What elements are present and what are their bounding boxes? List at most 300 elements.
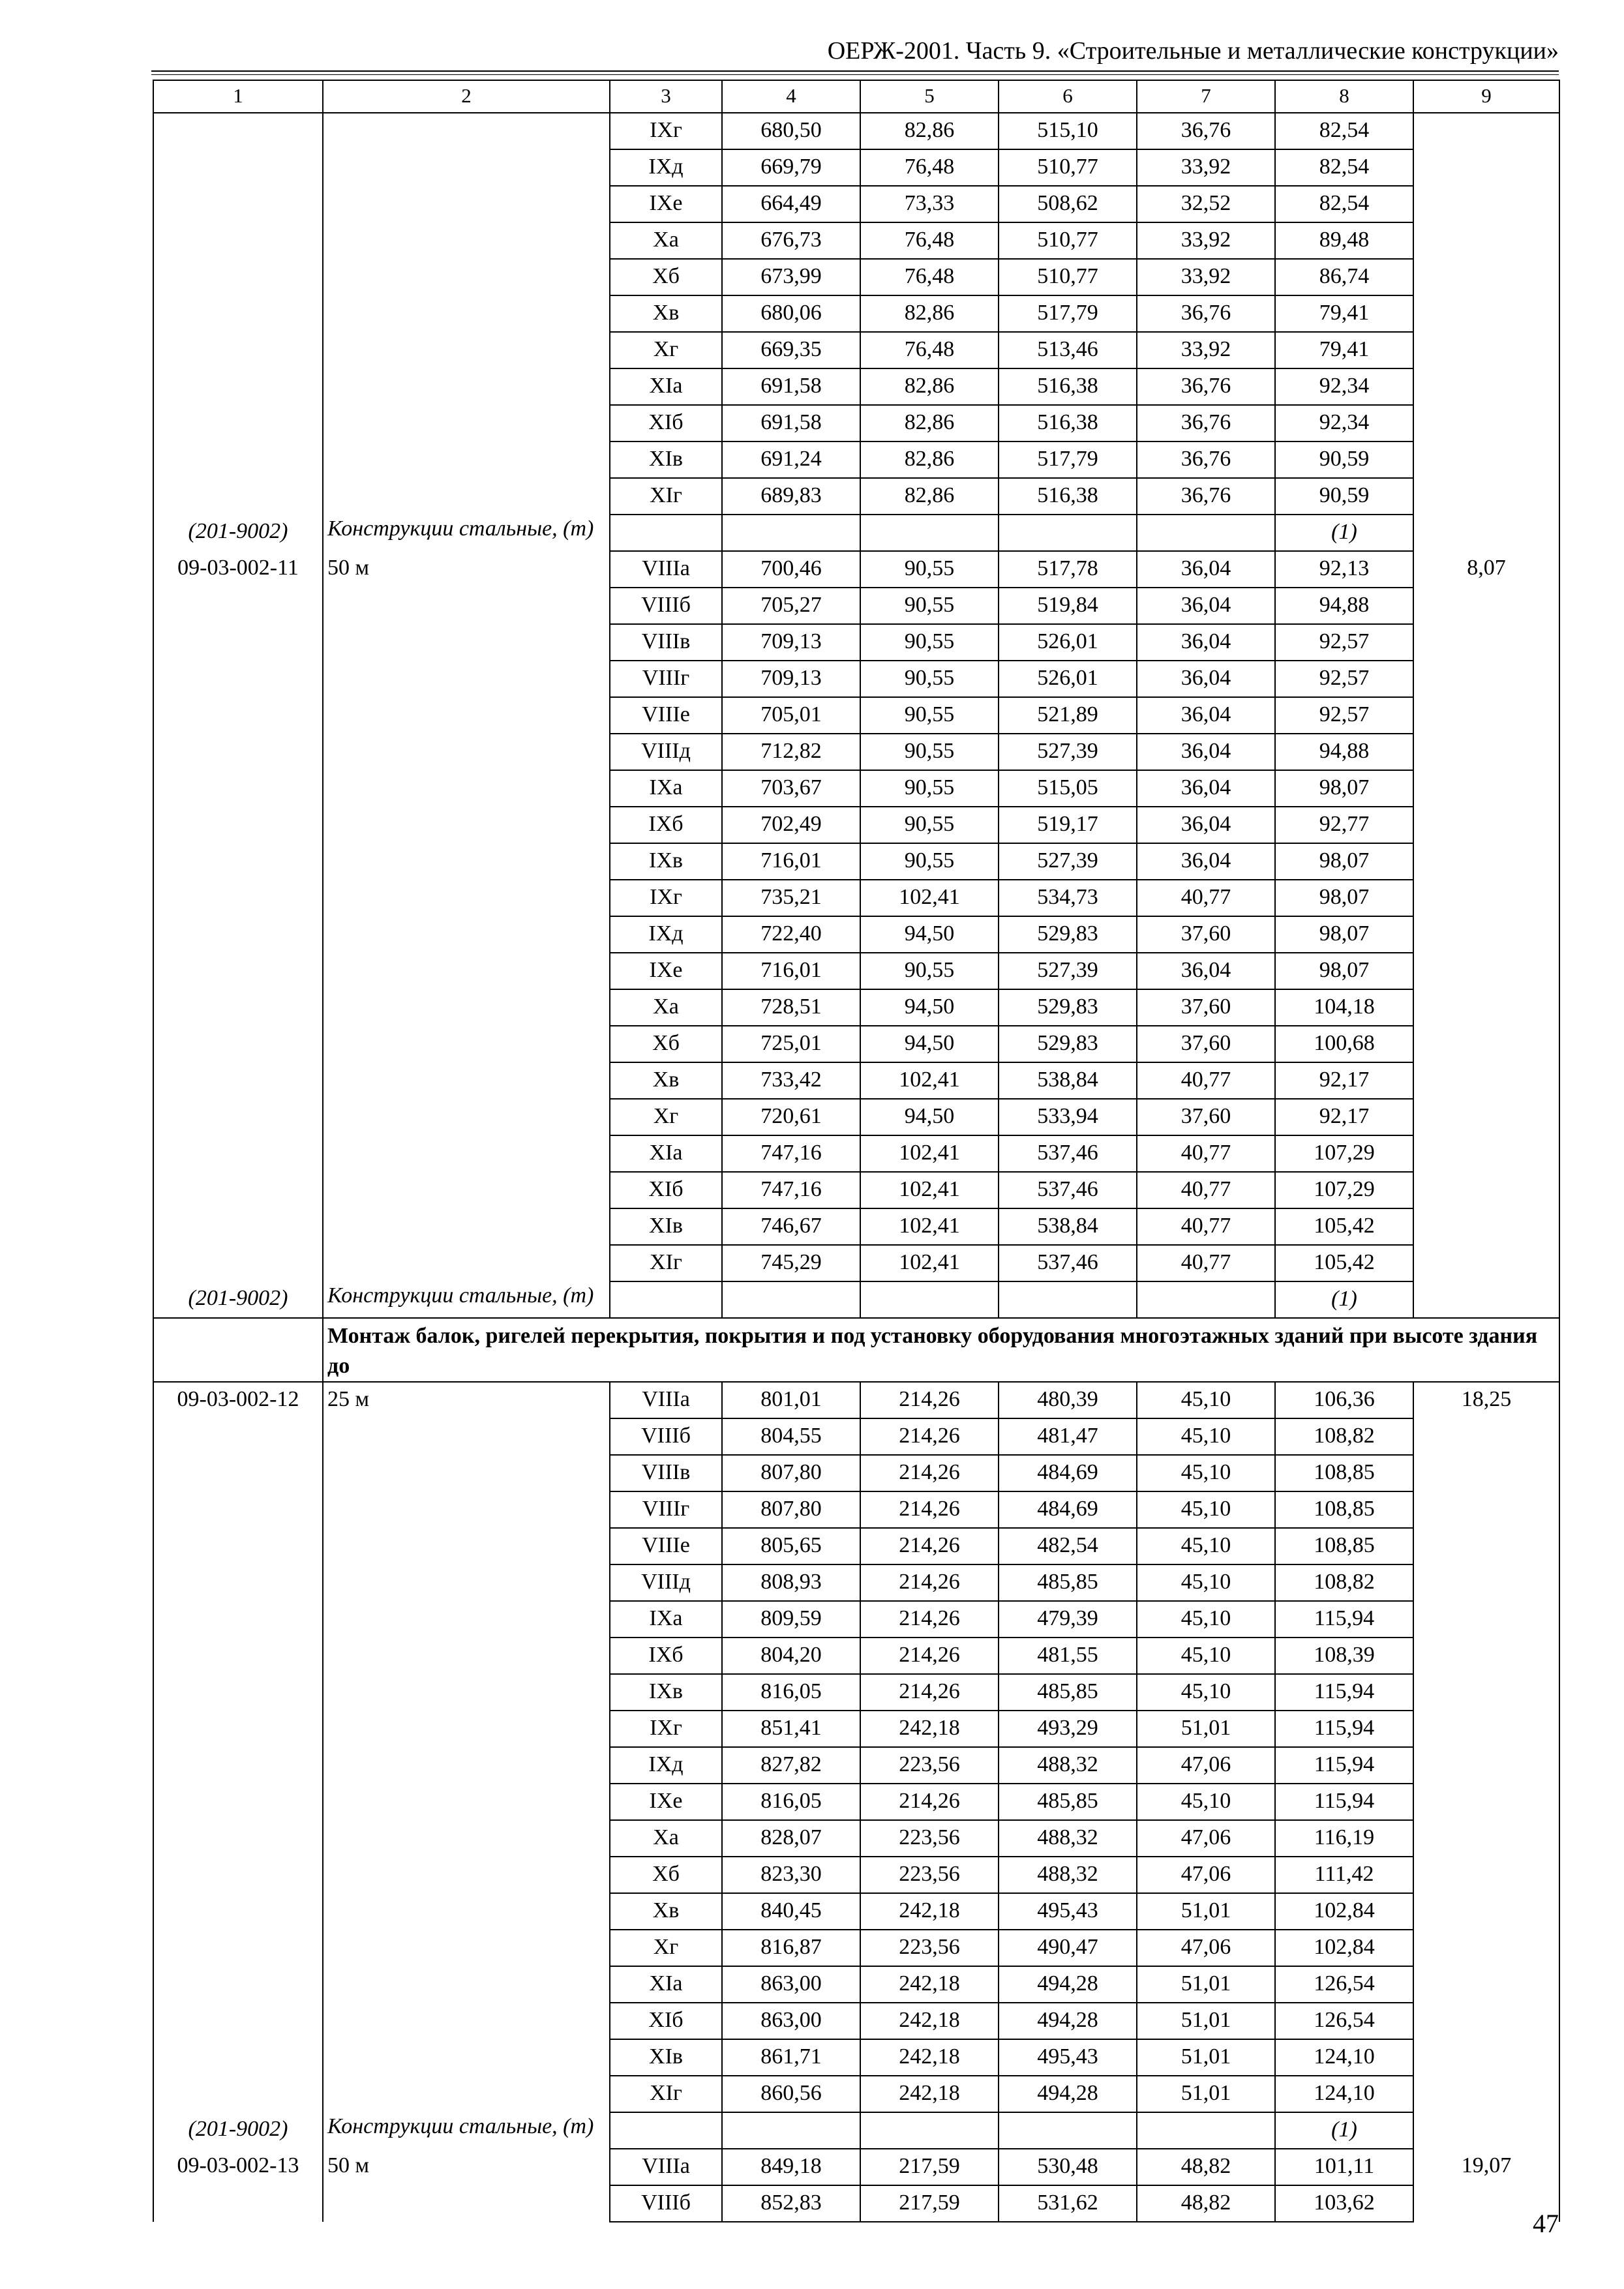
value-cell: 36,04 [1137,661,1275,697]
value-cell: 37,60 [1137,989,1275,1026]
value-cell: 33,92 [1137,222,1275,259]
last-column-cell [1413,588,1559,624]
rate-code-cell [153,1930,323,1966]
value-cell: 105,42 [1275,1208,1413,1245]
rate-code-cell [153,1135,323,1172]
height-cell: 50 м [323,2149,610,2185]
value-cell: 709,13 [722,624,860,661]
rate-code-cell [153,1455,323,1491]
table-row [153,2149,1559,2185]
value-cell: 516,38 [999,368,1137,405]
last-column-cell: 19,07 [1413,2149,1559,2185]
resource-code: (201-9002) [153,1281,323,1318]
value-cell: 537,46 [999,1135,1137,1172]
height-cell [323,1638,610,1674]
column-number-row [153,80,1559,113]
table-row [153,2039,1559,2076]
category-cell: IXд [610,1747,722,1784]
empty-cell [860,1281,999,1318]
value-cell: 527,39 [999,953,1137,989]
value-cell: 689,83 [722,478,860,515]
rate-code-cell [153,1820,323,1857]
value-cell: 214,26 [860,1564,999,1601]
category-cell: Xг [610,1099,722,1135]
value-cell: 51,01 [1137,1966,1275,2003]
last-column-cell [1413,1281,1559,1318]
category-cell: IXа [610,1601,722,1638]
rate-code-cell [153,1784,323,1820]
table-row [153,1455,1559,1491]
height-cell [323,295,610,332]
value-cell: 89,48 [1275,222,1413,259]
rate-code-cell [153,2039,323,2076]
category-cell: IXе [610,953,722,989]
table-row [153,222,1559,259]
category-cell: Xб [610,1857,722,1893]
value-cell: 90,55 [860,807,999,843]
value-cell: 827,82 [722,1747,860,1784]
last-column-cell [1413,1601,1559,1638]
value-cell: 669,79 [722,149,860,186]
height-cell [323,113,610,149]
value-cell: 242,18 [860,2039,999,2076]
last-column-cell [1413,1638,1559,1674]
last-column-cell [1413,953,1559,989]
value-cell: 45,10 [1137,1382,1275,1418]
table-row [153,1062,1559,1099]
value-cell: 98,07 [1275,843,1413,880]
category-cell: XIг [610,2076,722,2112]
empty-cell [1137,1281,1275,1318]
value-cell: 214,26 [860,1601,999,1638]
category-cell: VIIIд [610,1564,722,1601]
value-cell: 515,10 [999,113,1137,149]
value-cell: 82,54 [1275,113,1413,149]
value-cell: 214,26 [860,1674,999,1711]
value-cell: 510,77 [999,149,1137,186]
value-cell: 94,50 [860,1099,999,1135]
value-cell: 823,30 [722,1857,860,1893]
last-column-cell [1413,1026,1559,1062]
value-cell: 816,05 [722,1784,860,1820]
value-cell: 51,01 [1137,2076,1275,2112]
header-rule [151,70,1559,72]
value-cell: 76,48 [860,149,999,186]
value-cell: 115,94 [1275,1747,1413,1784]
value-cell: 746,67 [722,1208,860,1245]
table-row [153,1382,1559,1418]
value-cell: 45,10 [1137,1418,1275,1455]
table-row [153,2076,1559,2112]
value-cell: 102,41 [860,1208,999,1245]
rate-code-cell: 09-03-002-12 [153,1382,323,1418]
value-cell: 493,29 [999,1711,1137,1747]
value-cell: 90,55 [860,843,999,880]
value-cell: 94,50 [860,1026,999,1062]
table-row [153,259,1559,295]
value-cell: 747,16 [722,1172,860,1208]
value-cell: 217,59 [860,2185,999,2222]
category-cell: Xб [610,1026,722,1062]
value-cell: 33,92 [1137,149,1275,186]
height-cell [323,989,610,1026]
value-cell: 107,29 [1275,1172,1413,1208]
section-empty-cell [153,1318,323,1382]
value-cell: 807,80 [722,1455,860,1491]
value-cell: 722,40 [722,916,860,953]
category-cell: IXд [610,149,722,186]
height-cell [323,1674,610,1711]
rate-code-cell [153,953,323,989]
table-row [153,1638,1559,1674]
table-row [153,916,1559,953]
rate-code-cell [153,1208,323,1245]
table-row [153,1893,1559,1930]
category-cell: XIб [610,405,722,441]
height-cell [323,1820,610,1857]
last-column-cell [1413,1930,1559,1966]
table-row [153,697,1559,734]
table-row [153,1172,1559,1208]
header-rule-thin [151,74,1559,75]
value-cell: 47,06 [1137,1857,1275,1893]
value-cell: 517,79 [999,441,1137,478]
height-cell [323,624,610,661]
column-number: 3 [610,80,722,113]
category-cell: IXа [610,770,722,807]
height-cell [323,1062,610,1099]
height-cell [323,1784,610,1820]
value-cell: 521,89 [999,697,1137,734]
table-row [153,2185,1559,2222]
height-cell [323,1418,610,1455]
height-cell [323,880,610,916]
value-cell: 716,01 [722,953,860,989]
value-cell: 82,86 [860,478,999,515]
empty-cell [722,515,860,551]
height-cell [323,1455,610,1491]
resource-value: (1) [1275,2112,1413,2149]
value-cell: 680,06 [722,295,860,332]
value-cell: 223,56 [860,1820,999,1857]
rate-code-cell [153,405,323,441]
table-row [153,2003,1559,2039]
last-column-cell [1413,1418,1559,1455]
rate-code-cell [153,1528,323,1564]
value-cell: 40,77 [1137,1245,1275,1281]
value-cell: 111,42 [1275,1857,1413,1893]
value-cell: 716,01 [722,843,860,880]
table-row [153,588,1559,624]
table-row [153,1930,1559,1966]
value-cell: 45,10 [1137,1601,1275,1638]
value-cell: 516,38 [999,405,1137,441]
value-cell: 828,07 [722,1820,860,1857]
value-cell: 102,41 [860,1172,999,1208]
category-cell: IXб [610,1638,722,1674]
value-cell: 242,18 [860,1711,999,1747]
page-header-title: ОЕРЖ-2001. Часть 9. «Строительные и металлические конструкции» [827,37,1559,65]
value-cell: 90,55 [860,661,999,697]
height-cell [323,2076,610,2112]
value-cell: 36,76 [1137,405,1275,441]
table-row [153,807,1559,843]
value-cell: 40,77 [1137,1172,1275,1208]
value-cell: 45,10 [1137,1784,1275,1820]
height-cell [323,1026,610,1062]
table-row [153,661,1559,697]
resource-name: Конструкции стальные, (т) [323,1281,610,1318]
rate-code-cell [153,989,323,1026]
value-cell: 82,86 [860,295,999,332]
table-row [153,1747,1559,1784]
value-cell: 45,10 [1137,1638,1275,1674]
value-cell: 37,60 [1137,1099,1275,1135]
value-cell: 494,28 [999,2003,1137,2039]
height-cell [323,259,610,295]
value-cell: 98,07 [1275,770,1413,807]
value-cell: 45,10 [1137,1455,1275,1491]
last-column-cell [1413,1820,1559,1857]
category-cell: VIIIа [610,2149,722,2185]
value-cell: 720,61 [722,1099,860,1135]
value-cell: 816,05 [722,1674,860,1711]
value-cell: 115,94 [1275,1711,1413,1747]
last-column-cell [1413,478,1559,515]
value-cell: 90,55 [860,770,999,807]
table-row [153,1208,1559,1245]
category-cell: XIа [610,1966,722,2003]
height-cell [323,770,610,807]
category-cell: VIIIа [610,1382,722,1418]
value-cell: 40,77 [1137,880,1275,916]
table-row [153,1491,1559,1528]
empty-cell [610,2112,722,2149]
value-cell: 529,83 [999,916,1137,953]
value-cell: 527,39 [999,734,1137,770]
rate-code-cell [153,880,323,916]
category-cell: Xг [610,1930,722,1966]
column-number: 5 [860,80,999,113]
resource-value: (1) [1275,1281,1413,1318]
resource-name: Конструкции стальные, (т) [323,2112,610,2149]
value-cell: 702,49 [722,807,860,843]
last-column-cell [1413,2039,1559,2076]
value-cell: 92,17 [1275,1062,1413,1099]
value-cell: 533,94 [999,1099,1137,1135]
last-column-cell [1413,332,1559,368]
height-cell [323,441,610,478]
value-cell: 805,65 [722,1528,860,1564]
value-cell: 45,10 [1137,1564,1275,1601]
category-cell: XIа [610,1135,722,1172]
category-cell: Xа [610,989,722,1026]
value-cell: 36,04 [1137,551,1275,588]
last-column-cell [1413,441,1559,478]
rate-code-cell [153,770,323,807]
table-row [153,953,1559,989]
last-column-cell [1413,1857,1559,1893]
last-column-cell [1413,1564,1559,1601]
rate-code-cell [153,807,323,843]
value-cell: 214,26 [860,1418,999,1455]
value-cell: 40,77 [1137,1208,1275,1245]
table-row [153,843,1559,880]
table-row [153,368,1559,405]
page-number: 47 [1533,2209,1559,2238]
last-column-cell [1413,368,1559,405]
empty-cell [722,2112,860,2149]
resource-code: (201-9002) [153,2112,323,2149]
value-cell: 124,10 [1275,2076,1413,2112]
value-cell: 510,77 [999,222,1137,259]
category-cell: VIIIг [610,661,722,697]
value-cell: 33,92 [1137,332,1275,368]
value-cell: 530,48 [999,2149,1137,2185]
value-cell: 92,77 [1275,807,1413,843]
table-row [153,1026,1559,1062]
rate-code-cell [153,697,323,734]
table-row [153,1966,1559,2003]
height-cell [323,2039,610,2076]
height-cell [323,1564,610,1601]
value-cell: 242,18 [860,2003,999,2039]
value-cell: 526,01 [999,661,1137,697]
rate-code-cell [153,2076,323,2112]
category-cell: Xг [610,332,722,368]
column-number: 7 [1137,80,1275,113]
empty-cell [610,515,722,551]
value-cell: 36,76 [1137,478,1275,515]
category-cell: XIа [610,368,722,405]
value-cell: 538,84 [999,1062,1137,1099]
value-cell: 82,86 [860,441,999,478]
value-cell: 126,54 [1275,2003,1413,2039]
height-cell [323,734,610,770]
value-cell: 481,55 [999,1638,1137,1674]
table-row [153,624,1559,661]
last-column-cell [1413,1172,1559,1208]
value-cell: 484,69 [999,1455,1137,1491]
empty-cell [860,2112,999,2149]
value-cell: 863,00 [722,1966,860,2003]
last-column-cell [1413,770,1559,807]
table-row [153,1528,1559,1564]
height-cell [323,1601,610,1638]
value-cell: 495,43 [999,1893,1137,1930]
value-cell: 108,85 [1275,1491,1413,1528]
value-cell: 102,41 [860,1062,999,1099]
height-cell: 25 м [323,1382,610,1418]
value-cell: 108,39 [1275,1638,1413,1674]
rate-code-cell [153,734,323,770]
value-cell: 107,29 [1275,1135,1413,1172]
last-column-cell [1413,1528,1559,1564]
value-cell: 808,93 [722,1564,860,1601]
category-cell: VIIIв [610,624,722,661]
rate-code-cell [153,186,323,222]
value-cell: 92,34 [1275,405,1413,441]
value-cell: 526,01 [999,624,1137,661]
category-cell: Xа [610,222,722,259]
height-cell [323,661,610,697]
empty-cell [722,1281,860,1318]
value-cell: 51,01 [1137,1893,1275,1930]
rate-code-cell [153,1857,323,1893]
column-number: 9 [1413,80,1559,113]
value-cell: 90,59 [1275,478,1413,515]
height-cell [323,332,610,368]
value-cell: 223,56 [860,1747,999,1784]
value-cell: 103,62 [1275,2185,1413,2222]
value-cell: 115,94 [1275,1674,1413,1711]
value-cell: 735,21 [722,880,860,916]
category-cell: VIIIд [610,734,722,770]
value-cell: 79,41 [1275,332,1413,368]
category-cell: IXб [610,807,722,843]
value-cell: 527,39 [999,843,1137,880]
value-cell: 37,60 [1137,1026,1275,1062]
value-cell: 494,28 [999,1966,1137,2003]
value-cell: 712,82 [722,734,860,770]
value-cell: 90,59 [1275,441,1413,478]
value-cell: 242,18 [860,1893,999,1930]
value-cell: 108,85 [1275,1528,1413,1564]
value-cell: 45,10 [1137,1674,1275,1711]
table-row [153,441,1559,478]
last-column-cell [1413,1135,1559,1172]
category-cell: IXг [610,113,722,149]
category-cell: VIIIб [610,588,722,624]
empty-cell [610,1281,722,1318]
category-cell: IXд [610,916,722,953]
category-cell: VIIIг [610,1491,722,1528]
column-number: 6 [999,80,1137,113]
value-cell: 37,60 [1137,916,1275,953]
value-cell: 809,59 [722,1601,860,1638]
column-number: 2 [323,80,610,113]
value-cell: 40,77 [1137,1062,1275,1099]
table-row [153,332,1559,368]
value-cell: 90,55 [860,953,999,989]
last-column-cell [1413,405,1559,441]
value-cell: 537,46 [999,1245,1137,1281]
rate-code-cell [153,1747,323,1784]
value-cell: 725,01 [722,1026,860,1062]
value-cell: 480,39 [999,1382,1137,1418]
value-cell: 92,34 [1275,368,1413,405]
value-cell: 47,06 [1137,1930,1275,1966]
column-number: 4 [722,80,860,113]
height-cell [323,1893,610,1930]
resource-row [153,515,1559,551]
value-cell: 36,76 [1137,368,1275,405]
rate-code-cell [153,1099,323,1135]
last-column-cell [1413,186,1559,222]
category-cell: IXе [610,1784,722,1820]
height-cell [323,1135,610,1172]
value-cell: 861,71 [722,2039,860,2076]
last-column-cell [1413,149,1559,186]
value-cell: 32,52 [1137,186,1275,222]
value-cell: 94,88 [1275,588,1413,624]
value-cell: 479,39 [999,1601,1137,1638]
value-cell: 92,57 [1275,624,1413,661]
value-cell: 82,54 [1275,149,1413,186]
rate-code-cell [153,1491,323,1528]
table-row [153,1418,1559,1455]
value-cell: 36,04 [1137,624,1275,661]
